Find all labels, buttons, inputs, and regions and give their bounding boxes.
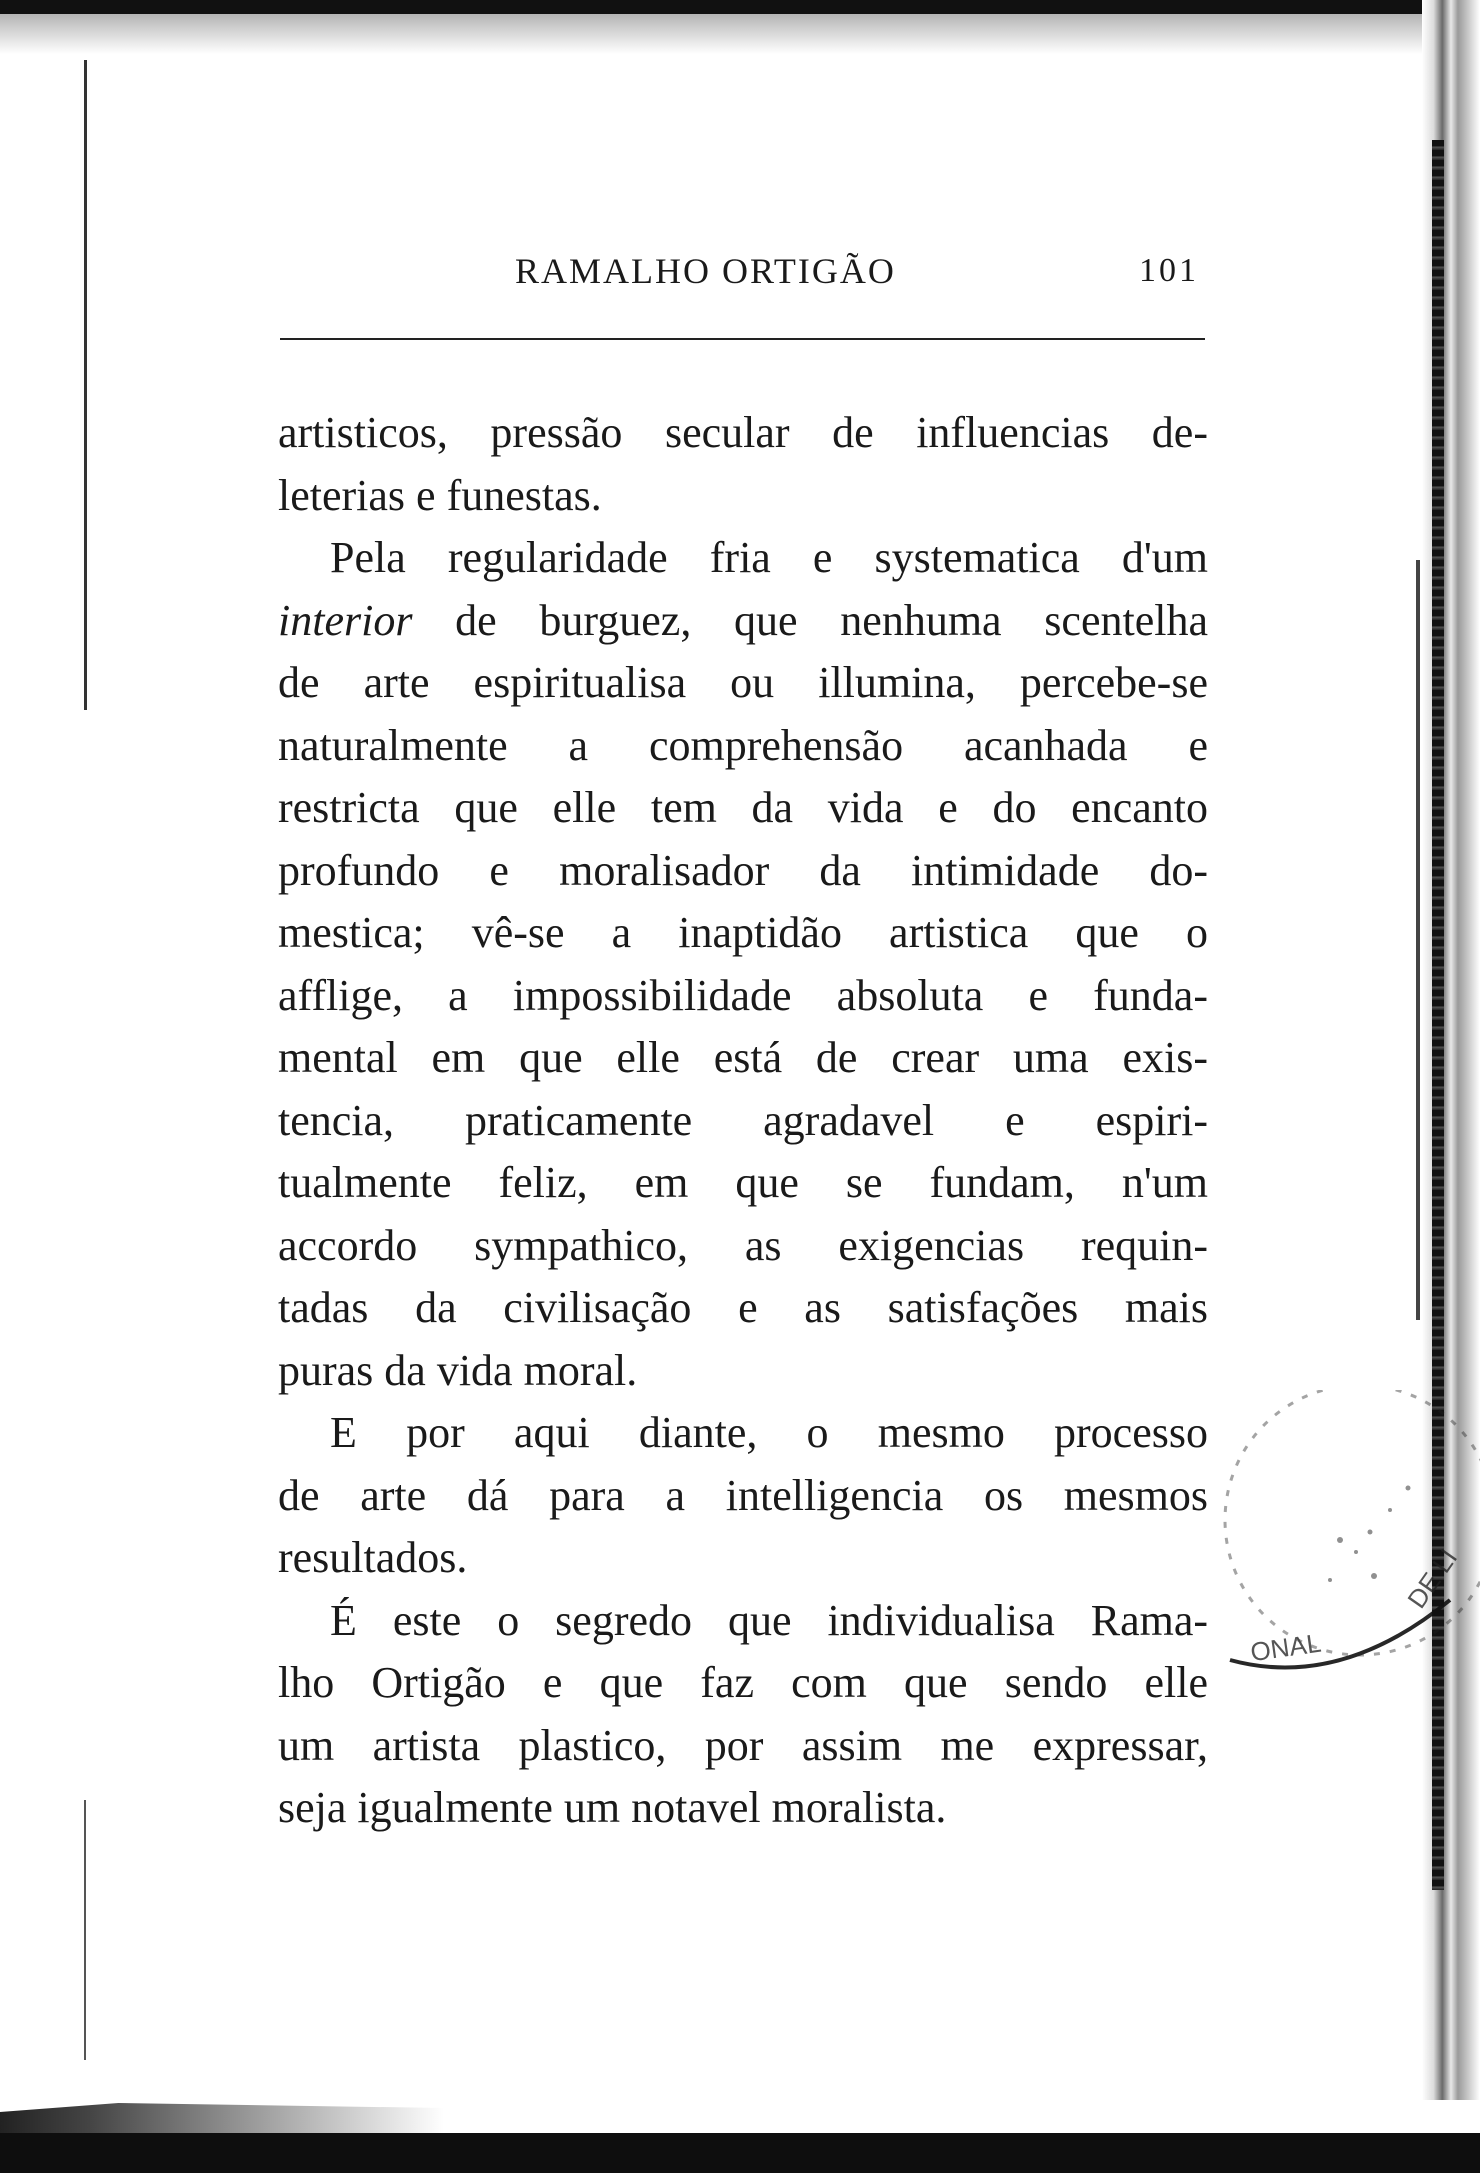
text-line: restricta que elle tem da vida e do encanto bbox=[278, 783, 1208, 832]
text-line: profundo e moralisador da intimidade do- bbox=[278, 845, 1208, 895]
scan-top-shadow bbox=[0, 14, 1480, 54]
text-line: um artista plastico, por assim me expressar, bbox=[278, 1720, 1208, 1770]
header-rule bbox=[280, 338, 1205, 340]
scan-left-margin-line-lower bbox=[84, 1800, 86, 2060]
body-text bbox=[278, 402, 1208, 1840]
text-line: E por aqui diante, o mesmo processo bbox=[330, 1408, 1208, 1457]
scan-left-margin-line bbox=[84, 60, 87, 710]
text-line: de arte dá para a intelligencia os mesmos bbox=[278, 1470, 1208, 1520]
text-line: É este o segredo que individualisa Rama- bbox=[330, 1595, 1208, 1645]
scan-right-page-edge bbox=[1422, 0, 1480, 2100]
text-line: artisticos, pressão secular de influencias de- bbox=[278, 408, 1208, 457]
text-line bbox=[278, 590, 1208, 653]
scan-right-binding-line bbox=[1416, 560, 1420, 1320]
running-title: RAMALHO ORTIGÃO bbox=[515, 251, 896, 291]
text-line: tadas da civilisação e as satisfações mais bbox=[278, 1283, 1208, 1332]
scan-bottom-border bbox=[0, 2133, 1480, 2173]
text-line: de arte espiritualisa ou illumina, percebe-se bbox=[278, 658, 1208, 707]
text-line: mestica; vê-se a inaptidão artistica que o bbox=[278, 908, 1208, 957]
svg-text:DE LI: DE LI bbox=[1401, 1543, 1464, 1614]
text-line: leterias e funestas. bbox=[278, 470, 602, 520]
text-line: seja igualmente um notavel moralista. bbox=[278, 1783, 947, 1832]
text-line: naturalmente a comprehensão acanhada e bbox=[278, 720, 1208, 770]
library-stamp bbox=[1160, 1390, 1480, 1710]
scan-bottom-shadow bbox=[0, 2103, 1480, 2133]
running-head bbox=[280, 250, 1205, 310]
text-line: puras da vida moral. bbox=[278, 1345, 638, 1395]
text-line: Pela regularidade fria e systematica d'um bbox=[330, 533, 1208, 582]
italic-word: interior bbox=[278, 595, 413, 645]
text-line: lho Ortigão e que faz com que sendo elle bbox=[278, 1658, 1208, 1707]
text-line: afflige, a impossibilidade absoluta e funda- bbox=[278, 970, 1208, 1020]
text-line: tencia, praticamente agradavel e espiri- bbox=[278, 1095, 1208, 1145]
text-line: accordo sympathico, as exigencias requin- bbox=[278, 1220, 1208, 1270]
text-line: tualmente feliz, em que se fundam, n'um bbox=[278, 1158, 1208, 1207]
text-line: resultados. bbox=[278, 1533, 468, 1582]
text-line-rest: de burguez, que nenhuma scentelha bbox=[455, 595, 1208, 645]
scan-top-border bbox=[0, 0, 1480, 14]
page-number: 101 bbox=[1139, 252, 1199, 289]
svg-text:ONAL: ONAL bbox=[1248, 1627, 1323, 1668]
text-line: mental em que elle está de crear uma exis- bbox=[278, 1033, 1208, 1082]
